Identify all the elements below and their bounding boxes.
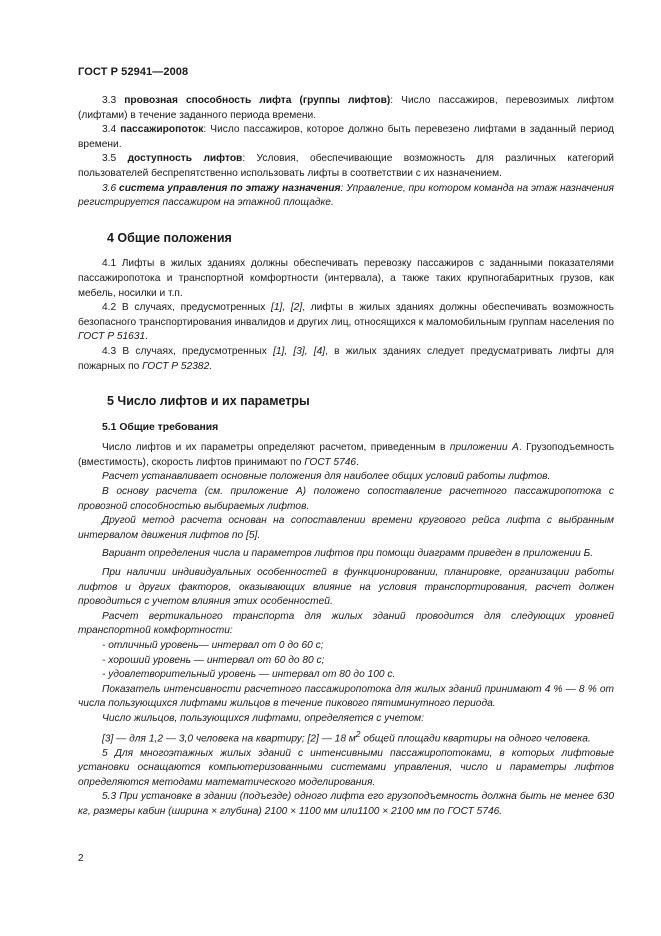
definition: : Условия, обеспечивающие возможность для различных категорий пользователей беспрепятственно использовать лифты в соответствии с их назначением. [78,153,614,179]
document-body [78,94,614,820]
definition: : Управление, при котором команда на этаж назначения регистрируется пассажиром на этажной площадке. [78,182,614,209]
text: [3] — для 1,2 — 3,0 человека на квартиру; [2] — 18 м [102,732,356,744]
clause-3-3 [78,94,614,123]
document-header: ГОСТ Р 52941—2008 [78,66,189,78]
paragraph-5-1-i: Число жильцов, пользующихся лифтами, определяется с учетом: [102,712,424,724]
paragraph-5-1-a [78,441,614,470]
clause-3-4 [78,123,614,152]
term: доступность лифтов [127,153,243,165]
paragraph-5-1-h: Показатель интенсивности расчетного пассажиропотока для жилых зданий принимают 4 % — 8 % от числа пользующихся лифтами жильцов в течение пикового пятиминутного периода. [78,683,614,710]
paragraph-5-1-g: Расчет вертикального транспорта для жилых зданий проводится для следующих уровней транспортной комфортности: [78,610,614,637]
paragraph-5-1-k: 5 Для многоэтажных жилых зданий с интенсивными пассажиропотоками, в которых лифтовые установки оснащаются компьютеризованными системами управления, число и параметры лифтов определяются методами математического моделирования. [78,747,614,788]
definition: : Число пассажиров, которое должно быть перевезено лифтами в заданный период времени. [78,124,614,150]
text: . Грузоподъемность (вместимость), скорость лифтов принимают по [78,442,615,468]
text: 4.3 В случаях, предусмотренных [102,345,274,357]
comfort-level-excellent: - отличный уровень— интервал от 0 до 60 с; [102,640,324,651]
comfort-level-good: - хороший уровень — интервал от 60 до 80 с; [102,654,325,666]
clause-3-5 [78,152,614,181]
clause-number: 3.5 [102,153,117,165]
clause-3-6 [78,182,614,211]
text: . [145,331,148,343]
subsection-5-1-title: 5.1 Общие требования [102,421,219,433]
paragraph-5-1-f: При наличии индивидуальных особенностей в функционировании, планировке, организации работы лифтов и других факторов, оказывающих влияние на условия транспортирования, расчет должен проводиться с учетом влияния этих особенностей. [78,567,614,608]
superscript: 2 [355,728,361,739]
clause-5-3: 5.3 При установке в здании (подъезде) одного лифта его грузоподъемность должна быть не менее 630 кг, размеры кабин (ширина × глубина) 2100 × 1100 мм или1100 × 2100 мм по ГОСТ 5746. [78,791,614,817]
paragraph-5-1-d: Другой метод расчета основан на сопоставлении времени кругового рейса лифта с выбранным интервалом движения лифтов по [5]. [78,515,614,541]
section-4-title: 4 Общие положения [107,230,232,245]
clause-4-3 [78,345,614,374]
appendix-reference: приложении А [449,442,519,454]
term: пассажиропоток [120,124,204,136]
clause-4-2 [78,301,614,345]
definition: : Число пассажиров, перевозимых лифтом (лифтами) в течение заданного периода времени. [78,95,614,121]
clause-4-1: 4.1 Лифты в жилых зданиях должны обеспечивать перевозку пассажиров с заданными показателями пассажиропотока и транспортной комфортности (интервала), а также таких крупногабаритных грузов, как мебель, носилки и т.п. [78,258,614,299]
paragraph-5-1-e: Вариант определения числа и параметров лифтов при помощи диаграмм приведен в приложении Б. [102,548,594,560]
term: провозная способность лифта (группы лифтов) [124,95,391,106]
paragraph-5-1-c: В основу расчета (см. приложение А) положено сопоставление расчетного пассажиропотока с провозной способностью выбираемых лифтов. [78,486,614,512]
clause-number: 3.3 [102,95,117,106]
text: . [356,456,359,468]
standard-reference: ГОСТ 5746 [304,456,357,468]
text: . [209,360,213,372]
page-number: 2 [78,853,84,864]
standard-reference: ГОСТ Р 52382 [142,360,210,372]
paragraph-5-1-b: Расчет устанавливает основные положения для наиболее общих условий работы лифтов. [102,471,551,483]
text: 4.2 В случаях, предусмотренных [102,302,272,314]
text: Число лифтов и их параметры определяют расчетом, приведенным в [102,442,450,454]
clause-number: 3.4 [102,124,117,136]
text: , лифты в жилых зданиях должны обеспечивать возможность безопасного транспортирования инвалидов и других лиц, относящихся к маломобильным группам населения по [78,302,614,328]
text: , в жилых зданиях следует предусматривать лифты для пожарных по [78,345,615,372]
term: система управления по этажу назначения [119,182,341,194]
section-5-title: 5 Число лифтов и их параметры [107,394,310,409]
comfort-level-satisfactory: - удовлетворительный уровень — интервал от 80 до 100 с. [102,669,396,681]
clause-number: 3.6 [102,182,117,194]
text: общей площади квартиры на одного человека. [360,732,591,744]
reference: [1], [3], [4] [273,345,326,357]
reference: [1], [2] [271,302,303,314]
standard-reference: ГОСТ Р 51631 [78,331,146,343]
paragraph-5-1-j [78,727,614,747]
